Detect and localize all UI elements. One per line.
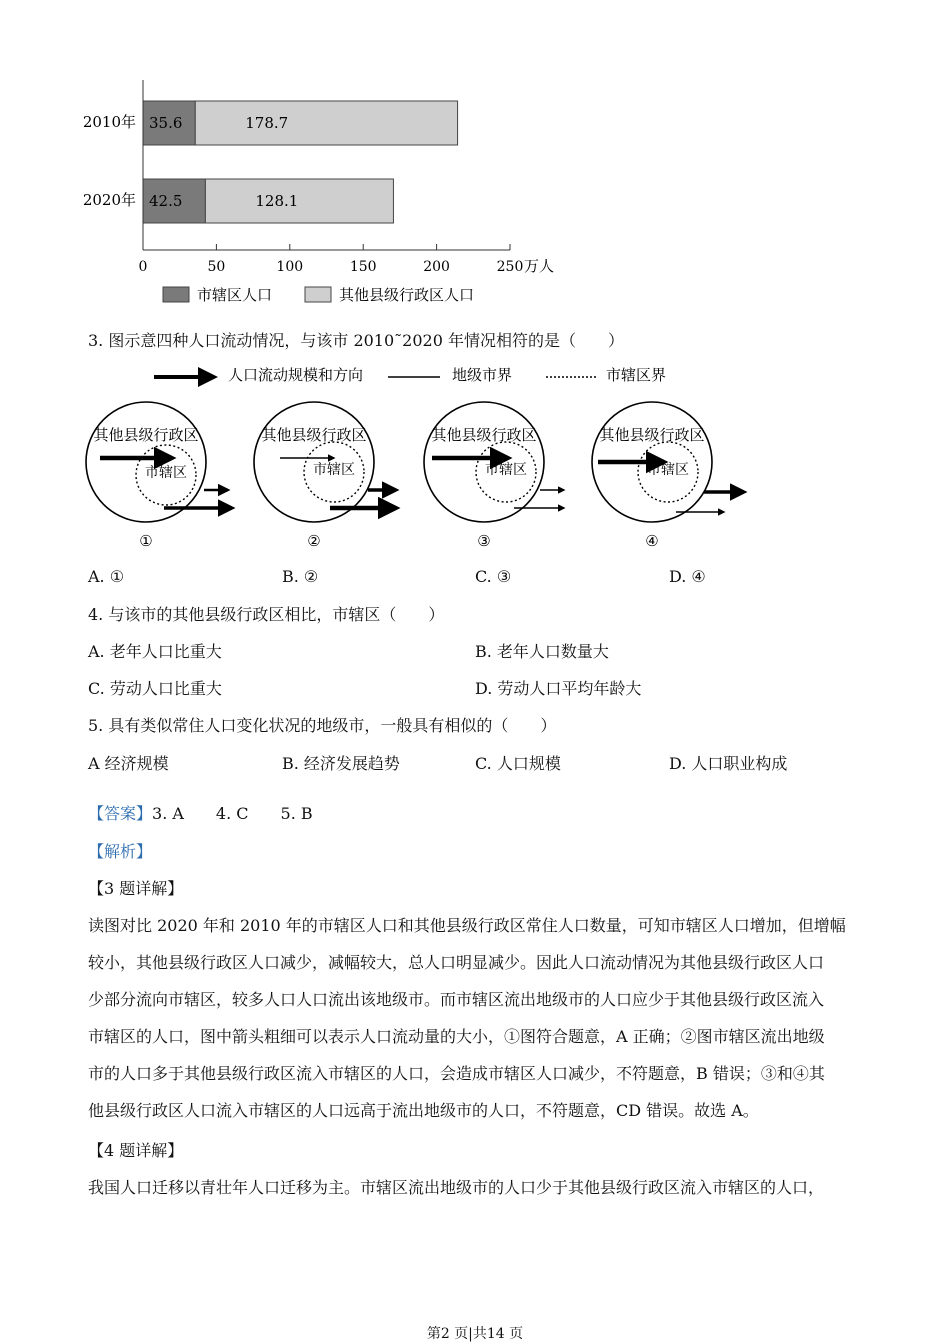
bar-segment (205, 179, 393, 223)
detail-3-line: 读图对比 2020 年和 2010 年的市辖区人口和其他县级行政区常住人口数量，可知市辖区人口增加，但增幅 (88, 916, 846, 935)
x-tick-label: 250 (496, 259, 524, 275)
inner-region-label: 市辖区 (485, 462, 527, 478)
flow-panel (86, 402, 232, 550)
legend-swatch (305, 287, 331, 302)
question-4: 4. 与该市的其他县级行政区相比，市辖区（ ） (88, 605, 445, 624)
detail-3-line: 少部分流向市辖区，较多人口人口流出该地级市。而市辖区流出地级市的人口应少于其他县级行政区流入 (88, 990, 825, 1009)
q3-option-c[interactable]: C. ③ (475, 567, 512, 586)
detail-3-line: 较小，其他县级行政区人口减少，减幅较大，总人口明显减少。因此人口流动情况为其他县级行政区人口 (88, 953, 825, 972)
detail-3-body (88, 907, 868, 1129)
x-tick-label: 100 (276, 259, 304, 275)
legend-flow-label: 人口流动规模和方向 (228, 366, 364, 384)
x-unit-label: 万人 (524, 257, 555, 275)
legend-label: 市辖区人口 (197, 286, 273, 304)
x-tick-label: 0 (138, 259, 148, 275)
x-tick-label: 200 (423, 259, 450, 275)
flow-panel (424, 402, 564, 550)
q4-option-c[interactable]: C. 劳动人口比重大 (88, 679, 222, 698)
q3-option-b[interactable]: B. ② (282, 567, 319, 586)
bar-value-label: 35.6 (149, 114, 183, 132)
detail-4-line: 我国人口迁移以青壮年人口迁移为主。市辖区流出地级市的人口少于其他县级行政区流入市辖区的人口， (88, 1178, 825, 1197)
outer-region-label: 其他县级行政区 (599, 426, 705, 444)
question-3: 3. 图示意四种人口流动情况，与该市 2010˜2020 年情况相符的是（ ） (88, 331, 624, 350)
answer-tag: 【答案】 (88, 804, 153, 823)
q5-option-d[interactable]: D. 人口职业构成 (669, 754, 788, 773)
outer-region-label: 其他县级行政区 (431, 426, 537, 444)
detail-3-line: 市辖区的人口，图中箭头粗细可以表示人口流动量的大小，①图符合题意，A 正确；②图市辖区流出地级 (88, 1027, 825, 1046)
population-bar-chart (0, 0, 950, 320)
detail-4-body (88, 1169, 868, 1206)
inner-region-label: 市辖区 (647, 462, 689, 478)
inner-region-label: 市辖区 (313, 462, 355, 478)
detail-3-title: 【3 题详解】 (88, 879, 184, 898)
flow-panel (254, 402, 396, 550)
category-label: 2020年 (82, 191, 136, 209)
analysis-tag: 【解析】 (88, 842, 153, 861)
panel-number-label: ③ (477, 532, 491, 550)
answer-line (88, 804, 313, 824)
q4-option-d[interactable]: D. 劳动人口平均年龄大 (475, 679, 642, 698)
q5-option-c[interactable]: C. 人口规模 (475, 754, 561, 773)
legend-district-label: 市辖区界 (606, 366, 667, 384)
x-tick-label: 150 (349, 259, 377, 275)
q4-option-b[interactable]: B. 老年人口数量大 (475, 642, 609, 661)
page-footer: 第2 页|共14 页 (426, 1326, 524, 1342)
detail-4-title: 【4 题详解】 (88, 1141, 184, 1160)
q5-option-b[interactable]: B. 经济发展趋势 (282, 754, 400, 773)
category-label: 2010年 (82, 113, 136, 131)
x-tick-label: 50 (207, 259, 226, 275)
inner-region-label: 市辖区 (145, 465, 187, 481)
outer-region-label: 其他县级行政区 (261, 426, 367, 444)
legend-swatch (163, 287, 189, 302)
q4-option-a[interactable]: A. 老年人口比重大 (88, 642, 222, 661)
bar-value-label: 42.5 (149, 192, 183, 210)
flow-diagram (0, 360, 950, 560)
panel-number-label: ② (307, 532, 321, 550)
q5-option-a[interactable]: A 经济规模 (88, 754, 169, 773)
q3-option-a[interactable]: A. ① (88, 567, 125, 586)
panel-number-label: ④ (645, 532, 659, 550)
prefecture-boundary (86, 402, 206, 522)
bar-value-label: 128.1 (255, 192, 299, 210)
legend-boundary-label: 地级市界 (452, 366, 513, 384)
detail-3-line: 他县级行政区人口流入市辖区的人口远高于流出地级市的人口，不符题意，CD 错误。故选 A。 (88, 1101, 759, 1120)
outer-region-label: 其他县级行政区 (93, 426, 199, 444)
bar-value-label: 178.7 (245, 114, 289, 132)
panel-number-label: ① (139, 532, 153, 550)
legend-label: 其他县级行政区人口 (339, 286, 475, 304)
question-5: 5. 具有类似常住人口变化状况的地级市，一般具有相似的（ ） (88, 716, 557, 735)
flow-panel (592, 402, 744, 550)
q3-option-d[interactable]: D. ④ (669, 567, 706, 586)
diagram-legend (154, 366, 666, 384)
bar-segment (195, 101, 457, 145)
detail-3-line: 市的人口多于其他县级行政区流入市辖区的人口，会造成市辖区人口减少，不符题意，B 错误；③和④其 (88, 1064, 825, 1083)
answer-values: 3. A 4. C 5. B (152, 804, 313, 823)
